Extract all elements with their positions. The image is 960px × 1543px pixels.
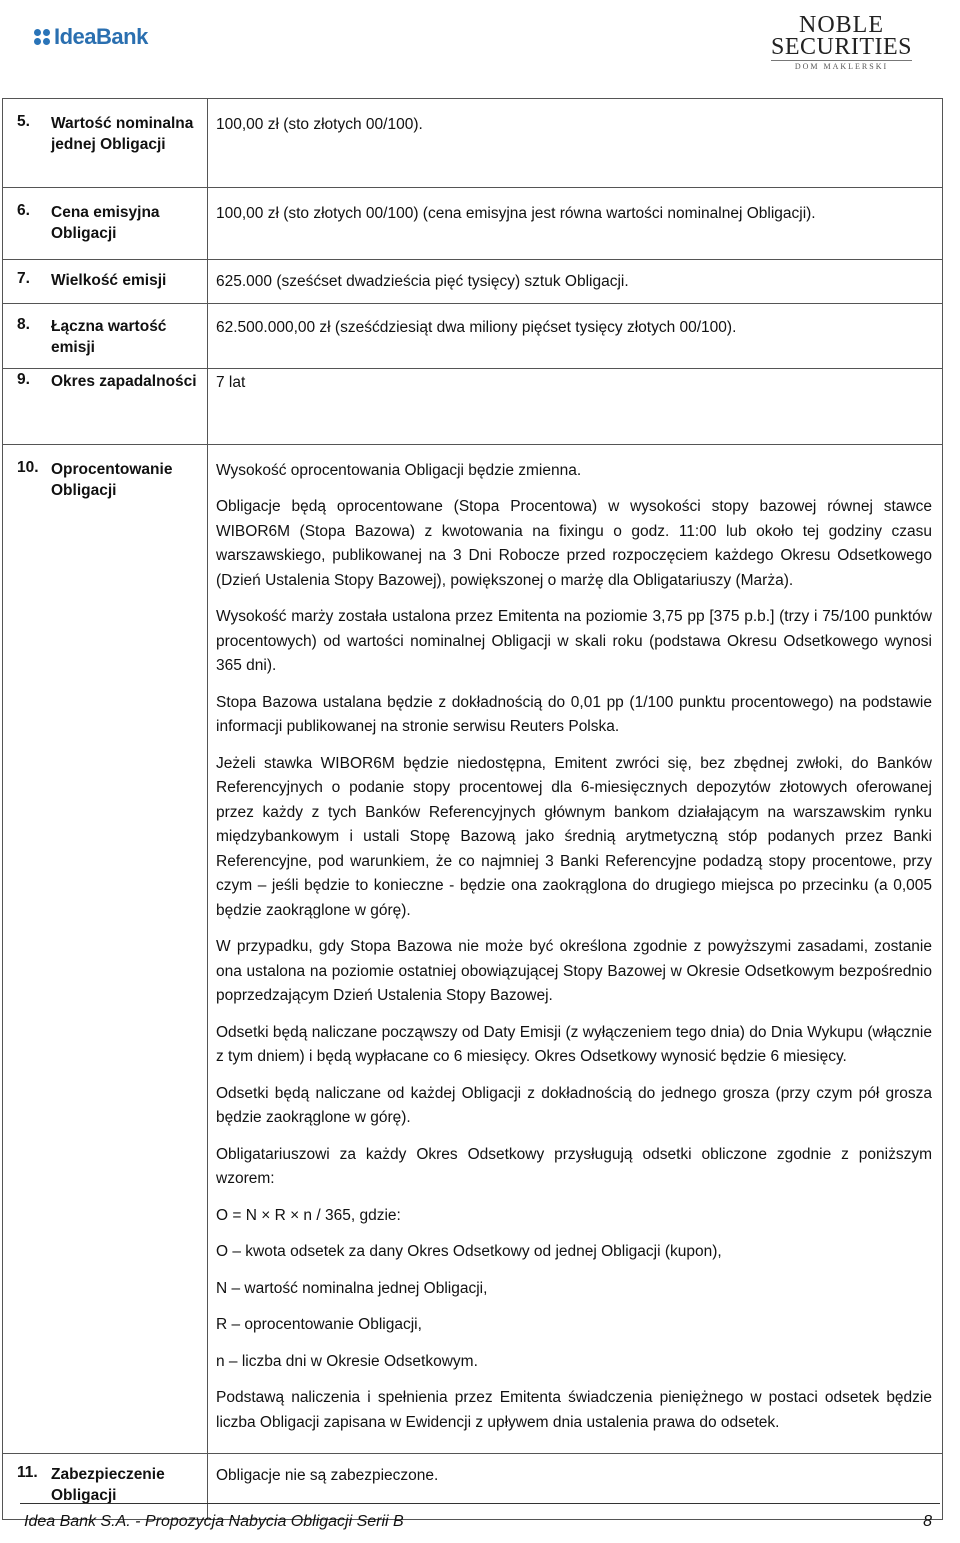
formula-definition: n – liczba dni w Okresie Odsetkowym. [216, 1352, 478, 1370]
noble-logo-line1: NOBLE [798, 12, 884, 38]
footer-title: Idea Bank S.A. - Propozycja Nabycia Obligacji Serii B [24, 1513, 404, 1530]
value-paragraph: Podstawą naliczenia i spełnienia przez Emitenta świadczenia pieniężnego w postaci odsetek będzie liczba Obligacji zapisana w Ewidencji z upływem dnia ustalenia prawa do odsetek. [216, 1389, 932, 1431]
page-number: 8 [923, 1513, 932, 1530]
row-number: 8. [17, 315, 30, 333]
row-value-cell [208, 260, 943, 304]
row-label: Wielkość emisji [51, 272, 167, 289]
value-paragraph: 7 lat [216, 373, 246, 391]
row-value-cell [208, 444, 943, 1454]
value-paragraph: Odsetki będą naliczane od każdej Obligacji z dokładnością do jednego grosza (przy czym pół grosza będzie zaokrąglone w górę). [216, 1084, 932, 1126]
row-value-cell [208, 188, 943, 260]
value-paragraph: Odsetki będą naliczane począwszy od Daty Emisji (z wyłączeniem tego dnia) do Dnia Wykupu (włącznie z tym dniem) i będą wypłacane co 6 miesięcy. Okres Odsetkowy wynosić będzie 6 miesięcy. [216, 1023, 932, 1065]
row-number: 7. [17, 270, 30, 287]
value-paragraph: Wysokość marży została ustalona przez Emitenta na poziomie 3,75 pp [375 p.b.] (trzy i 75/100 punktów procentowych) od wartości nominalnej Obligacji w skali roku (podstawa Okresu Odsetkowego wynosi 365 dni). [216, 608, 932, 674]
row-label: Łączna wartość emisji [51, 317, 167, 356]
table-row [3, 444, 943, 1454]
row-number: 6. [17, 202, 30, 219]
value-paragraph: 100,00 zł (sto złotych 00/100). [216, 116, 423, 133]
formula-definition: R – oprocentowanie Obligacji, [216, 1316, 422, 1333]
value-paragraph: 100,00 zł (sto złotych 00/100) (cena emisyjna jest równa wartości nominalnej Obligacji). [216, 205, 816, 222]
value-paragraph: Obligacje nie są zabezpieczone. [216, 1467, 439, 1484]
row-label: Okres zapadalności [51, 372, 197, 390]
page-header [0, 0, 960, 80]
value-paragraph: Stopa Bazowa ustalana będzie z dokładnością do 0,01 pp (1/100 punktu procentowego) na podstawie informacji publikowanej na stronie serwisu Reuters Polska. [216, 693, 932, 735]
row-value-cell [208, 368, 943, 444]
row-number: 11. [17, 1464, 38, 1481]
row-label: Cena emisyjna Obligacji [51, 204, 160, 242]
row-value-cell [208, 99, 943, 188]
table-row [3, 99, 943, 188]
row-value-cell [208, 303, 943, 368]
value-paragraph: 62.500.000,00 zł (sześćdziesiąt dwa miliony pięćset tysięcy złotych 00/100). [216, 318, 737, 336]
table-row [3, 303, 943, 368]
value-paragraph: Wysokość oprocentowania Obligacji będzie zmienna. [216, 461, 582, 479]
row-label: Oprocentowanie Obligacji [51, 460, 173, 499]
value-paragraph: 625.000 (sześćset dwadzieścia pięć tysięcy) sztuk Obligacji. [216, 273, 629, 290]
value-paragraph: Obligacje będą oprocentowane (Stopa Procentowa) w wysokości stopy bazowej równej stawce WIBOR6M (Stopa Bazowa) z kwotowania na fixingu o godz. 11:00 lub około tej godziny czasu warszawskiego, publikowanej na 3 Dni Robocze przed rozpoczęciem każdego Okresu Odsetkowego (Dzień Ustalenia Stopy Bazowej), powiększonej o marżę dla Obligatariuszy (Marża). [216, 498, 932, 589]
formula-definition: N – wartość nominalna jednej Obligacji, [216, 1279, 488, 1297]
table-row [3, 188, 943, 260]
formula-paragraph: O = N × R × n / 365, gdzie: [216, 1206, 401, 1224]
row-label: Wartość nominalna jednej Obligacji [51, 115, 194, 153]
value-paragraph: Jeżeli stawka WIBOR6M będzie niedostępna, Emitent zwróci się, bez zbędnej zwłoki, do Banków Referencyjnych o podanie stopy procentowej dla 6-miesięcznych depozytów złotowych oferowanej przez każdy z tych Banków Referencyjnych głównym bankom działającym na warszawskim rynku międzybankowym i ustali Stopę Bazową jako średnią arytmetyczną stóp podanych przez Banki Referencyjne, pod warunkiem, że co najmniej 3 Banki Referencyjne podadzą stopy procentowe, przy czym – jeśli będzie to konieczne - będzie ona zaokrąglona do drugiego miejsca po przecinku (a 0,005 będzie zaokrąglone w górę). [216, 754, 932, 919]
table-row [3, 260, 943, 304]
row-label: Zabezpieczenie Obligacji [51, 1466, 165, 1504]
row-label-cell [3, 99, 208, 188]
row-number: 5. [17, 113, 30, 130]
ideabank-dots-icon [34, 29, 50, 45]
row-label-cell [3, 368, 208, 444]
noble-securities-logo [771, 14, 912, 71]
value-paragraph: Obligatariuszowi za każdy Okres Odsetkowy przysługują odsetki obliczone zgodnie z poniższym wzorem: [216, 1145, 932, 1187]
row-label-cell [3, 188, 208, 260]
ideabank-logo-text: IdeaBank [54, 24, 148, 49]
noble-logo-line2: SECURITIES [770, 34, 912, 60]
value-paragraph: W przypadku, gdy Stopa Bazowa nie może być określona zgodnie z powyższymi zasadami, zostanie ona ustalona na poziomie ostatniej obowiązującej Stopy Bazowej w Okresie Odsetkowym bezpośrednio poprzedzającym Dzień Ustalenia Stopy Bazowej. [216, 938, 932, 1004]
noble-logo-line3: DOM MAKLERSKI [771, 60, 912, 71]
row-number: 9. [17, 370, 30, 388]
row-label-cell [3, 303, 208, 368]
page-footer [20, 1503, 940, 1534]
row-label-cell [3, 260, 208, 304]
bond-terms-table [2, 98, 943, 1520]
row-number: 10. [17, 458, 39, 476]
table-row [3, 368, 943, 444]
row-label-cell [3, 444, 208, 1454]
ideabank-logo [34, 24, 148, 50]
formula-definition: O – kwota odsetek za dany Okres Odsetkowy od jednej Obligacji (kupon), [216, 1243, 722, 1260]
